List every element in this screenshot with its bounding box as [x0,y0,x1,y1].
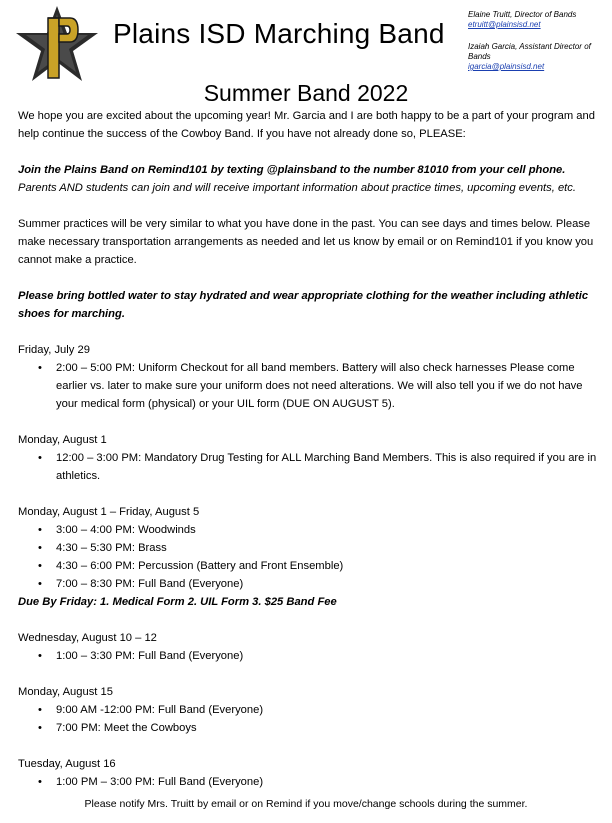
director-name: Elaine Truitt, Director of Bands [468,10,577,19]
schedule-item: • 2:00 – 5:00 PM: Uniform Checkout for all band members. Battery will also check harnesses Please come earlier vs. later to make sure your uniform does not need alterations. We will also tell you if we do not have your medical form (physical) or your UIL form (DUE ON AUGUST 5). [56,359,598,413]
intro-paragraph: We hope you are excited about the upcoming year! Mr. Garcia and I are both happy to be a part of your program and help continue the success of the Cowboy Band. If you have not already done so, PLEASE: [18,110,595,140]
due-by-friday-note: Due By Friday: 1. Medical Form 2. UIL Form 3. $25 Band Fee [18,596,337,608]
director-email-link[interactable]: etruitt@plainsisd.net [468,20,541,29]
schedule-item: • 7:00 – 8:30 PM: Full Band (Everyone) [56,575,598,593]
schedule-list [18,647,598,665]
schedule-list [18,521,598,593]
staff-contacts [468,10,612,84]
schedule-day: Tuesday, August 16 [18,758,116,770]
schedule-list [18,359,598,413]
schedule-item: • 3:00 – 4:00 PM: Woodwinds [56,521,598,539]
schedule-day: Friday, July 29 [18,344,90,356]
schedule-item: • 7:00 PM: Meet the Cowboys [56,719,598,737]
schedule-item: • 9:00 AM -12:00 PM: Full Band (Everyone) [56,701,598,719]
remind-details: Parents AND students can join and will receive important information about practice times, upcoming events, etc. [18,182,576,194]
schedule-day: Monday, August 1 – Friday, August 5 [18,506,200,518]
organization-title: Plains ISD Marching Band [113,18,445,49]
staff-entry [468,42,612,72]
assistant-director-email-link[interactable]: igarcia@plainsisd.net [468,62,545,71]
schedule-section [18,341,598,791]
schedule-day: Monday, August 1 [18,434,107,446]
schedule-item: • 12:00 – 3:00 PM: Mandatory Drug Testing for ALL Marching Band Members. This is also required if you are in athletics. [56,449,598,485]
schedule-list [18,773,598,791]
staff-entry [468,10,612,30]
schedule-day: Monday, August 15 [18,686,113,698]
practices-paragraph: Summer practices will be very similar to what you have done in the past. You can see days and times below. Please make necessary transportation arrangements as needed and let us know by email or on Remind101 if you know you cannot make a practice. [18,218,594,266]
water-note: Please bring bottled water to stay hydrated and wear appropriate clothing for the weather including athletic shoes for marching. [18,290,589,320]
schedule-list [18,701,598,737]
document-title: Summer Band 2022 [203,80,409,106]
assistant-director-name: Izaiah Garcia, Assistant Director of Bands [468,42,591,61]
schedule-item: • 4:30 – 5:30 PM: Brass [56,539,598,557]
remind-paragraph [18,161,598,197]
schedule-item: • 1:00 PM – 3:00 PM: Full Band (Everyone) [56,773,598,791]
schedule-list [18,449,598,485]
schedule-item: • 4:30 – 6:00 PM: Percussion (Battery and Front Ensemble) [56,557,598,575]
schedule-item: • 1:00 – 3:30 PM: Full Band (Everyone) [56,647,598,665]
remind-instruction: Join the Plains Band on Remind101 by texting @plainsband to the number 81010 from your cell phone. [18,164,566,176]
letter-body [18,107,598,791]
schedule-day: Wednesday, August 10 – 12 [18,632,157,644]
footer-note: Please notify Mrs. Truitt by email or on Remind if you move/change schools during the summer. [84,798,528,810]
cowboy-star-logo [12,4,102,84]
